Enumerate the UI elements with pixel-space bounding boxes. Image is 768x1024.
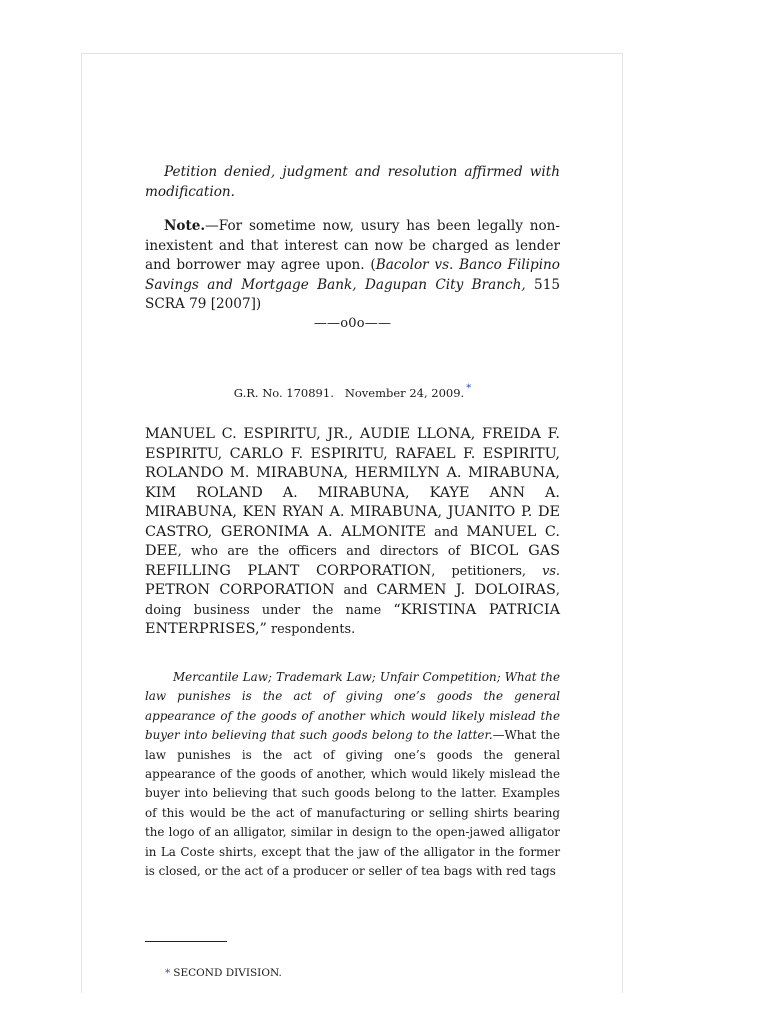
parties-paragraph (145, 425, 560, 640)
case-footnote-link[interactable]: * (466, 383, 472, 394)
respondent-1: PETRON CORPORATION (145, 582, 335, 598)
section-separator: ——o0o—— (313, 316, 392, 331)
petitioners-label: , petitioners, (431, 563, 543, 579)
note-text: For sometime now, usury has been legally non-inexistent and that interest can now be charged as lender and borrower may agree upon. ( (145, 218, 560, 273)
note-paragraph (145, 217, 560, 315)
note-citation: Bacolor vs. Banco Filipino Savings and Mortgage Bank, Dagupan City Branch, (145, 257, 560, 293)
note-label: Note. (164, 218, 206, 234)
disposition-paragraph: Petition denied, judgment and resolution affirmed with modification. (145, 164, 560, 200)
syllabus-paragraph (145, 668, 560, 881)
case-number-line (145, 383, 560, 400)
footnote-text: SECOND DIVISION. (173, 967, 282, 979)
syllabus-body: —What the law punishes is the act of giving one’s goods the general appearance of the goods of another, which would likely mislead the buyer into believing that such goods belong to the latter. Examples of this would be the act of manufacturing or selling shirts bearing the logo of an alligator, similar in design to the open-jawed alligator in La Coste shirts, except that the jaw of the alligator in the former is closed, or the act of a producer or seller of tea bags with red tags (145, 728, 560, 879)
respondents-label: respondents. (266, 622, 356, 637)
officers-text: , who are the officers and directors of (177, 544, 470, 559)
respondent-2: CARMEN J. DOLOIRAS (376, 582, 556, 598)
parties-and-1: and (426, 524, 467, 540)
note-citation-rest: 515 SCRA 79 [2007]) (145, 276, 560, 312)
footnote-marker: * (165, 967, 171, 979)
footnote (165, 967, 282, 979)
business-name: “KRISTINA PATRICIA ENTERPRISES,” (145, 601, 560, 637)
parties-and-2: and (334, 583, 377, 598)
petitioner-names: MANUEL C. ESPIRITU, JR., AUDIE LLONA, FREIDA F. ESPIRITU, CARLO F. ESPIRITU, RAFAEL F. ESPIRITU, ROLANDO M. MIRABUNA, HERMILYN A. MIRABUNA, KIM ROLAND A. MIRABUNA, KAYE ANN A. MIRABUNA, KEN RYAN A. MIRABUNA, JUANITO P. DE CASTRO, GERONIMA A. ALMONITE (145, 426, 560, 540)
note-dash: — (205, 218, 219, 234)
case-number: G.R. No. 170891. November 24, 2009. (233, 386, 465, 400)
petitioner-last: MANUEL C. DEE (145, 523, 560, 559)
syllabus-headnote: Mercantile Law; Trademark Law; Unfair Competition; What the law punishes is the act of giving one’s goods the general appearance of the goods of another which would likely mislead the buyer into believing that such goods belong to the latter. (145, 670, 560, 743)
versus-label: vs. (542, 563, 560, 579)
doing-business-text: , doing business under the name (145, 583, 560, 618)
footnote-divider (145, 941, 227, 942)
company-name: BICOL GAS REFILLING PLANT CORPORATION (145, 543, 560, 579)
